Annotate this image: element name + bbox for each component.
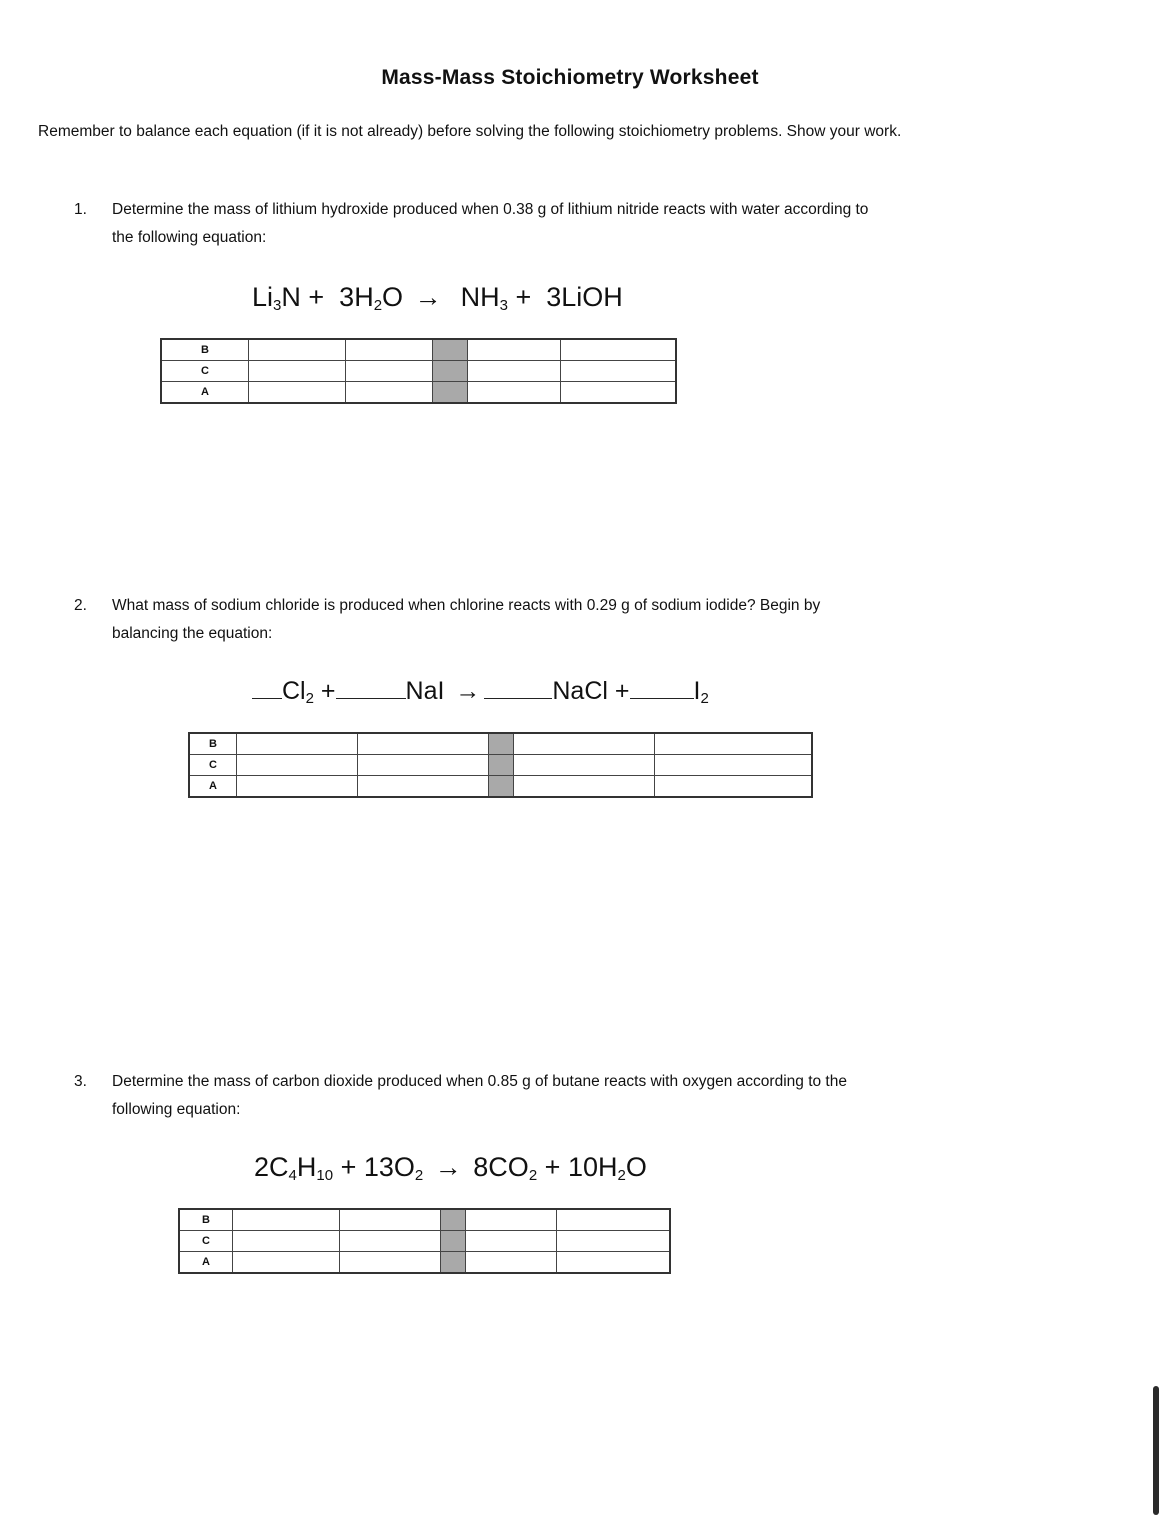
reaction-arrow-icon: → bbox=[434, 1152, 462, 1182]
bca-cell[interactable] bbox=[233, 1209, 340, 1231]
bca-table-3 bbox=[178, 1208, 671, 1274]
bca-shaded-cell bbox=[441, 1209, 466, 1231]
bca-cell[interactable] bbox=[466, 1209, 557, 1231]
question-text-line2: following equation: bbox=[112, 1101, 241, 1118]
bca-shaded-cell bbox=[441, 1231, 466, 1252]
coefficient-blank[interactable] bbox=[252, 676, 282, 699]
bca-cell[interactable] bbox=[233, 1252, 340, 1274]
coefficient-blank[interactable] bbox=[336, 676, 406, 699]
intro-text: Remember to balance each equation (if it is not already) before solving the following stoichiometry problems. Show your work. bbox=[38, 123, 902, 140]
bca-cell[interactable] bbox=[358, 776, 489, 798]
bca-cell[interactable] bbox=[340, 1231, 441, 1252]
bca-cell[interactable] bbox=[514, 755, 655, 776]
question-text-line1: Determine the mass of lithium hydroxide produced when 0.38 g of lithium nitride reacts with water according to bbox=[112, 201, 869, 218]
worksheet-title: Mass-Mass Stoichiometry Worksheet bbox=[381, 66, 759, 89]
bca-label-a: A bbox=[179, 1252, 233, 1274]
question-text-line1: What mass of sodium chloride is produced when chlorine reacts with 0.29 g of sodium iodide? Begin by bbox=[112, 597, 821, 614]
reaction-arrow-icon: → bbox=[414, 282, 442, 312]
bca-cell[interactable] bbox=[655, 733, 813, 755]
bca-cell[interactable] bbox=[233, 1231, 340, 1252]
bca-label-b: B bbox=[161, 339, 249, 361]
bca-shaded-cell bbox=[441, 1252, 466, 1274]
question-text-line2: balancing the equation: bbox=[112, 625, 273, 642]
bca-cell[interactable] bbox=[468, 339, 561, 361]
bca-label-a: A bbox=[161, 382, 249, 404]
bca-cell[interactable] bbox=[466, 1231, 557, 1252]
equation-3: $2C_4H_{10} + 13O_2 \to 8CO_2 + 10H_2O$ bbox=[254, 1152, 647, 1184]
reaction-arrow-icon: → bbox=[455, 677, 481, 705]
bca-shaded-cell bbox=[433, 361, 468, 382]
bca-table-1 bbox=[160, 338, 677, 404]
bca-cell[interactable] bbox=[655, 776, 813, 798]
bca-cell[interactable] bbox=[358, 755, 489, 776]
bca-cell[interactable] bbox=[557, 1252, 671, 1274]
bca-cell[interactable] bbox=[514, 776, 655, 798]
bca-label-c: C bbox=[161, 361, 249, 382]
question-text-line1: Determine the mass of carbon dioxide produced when 0.85 g of butane reacts with oxygen according to the bbox=[112, 1073, 847, 1090]
equation-2: $Cl_2$ + NaI → NaCl + $I_2$ bbox=[252, 676, 709, 706]
bca-cell[interactable] bbox=[561, 382, 677, 404]
bca-label-b: B bbox=[179, 1209, 233, 1231]
bca-cell[interactable] bbox=[468, 361, 561, 382]
bca-cell[interactable] bbox=[249, 339, 346, 361]
bca-cell[interactable] bbox=[237, 733, 358, 755]
bca-cell[interactable] bbox=[468, 382, 561, 404]
bca-cell[interactable] bbox=[557, 1231, 671, 1252]
bca-label-c: C bbox=[189, 755, 237, 776]
bca-label-c: C bbox=[179, 1231, 233, 1252]
scrollbar[interactable] bbox=[1153, 1386, 1159, 1515]
bca-cell[interactable] bbox=[358, 733, 489, 755]
bca-table-2 bbox=[188, 732, 813, 798]
bca-cell[interactable] bbox=[346, 339, 433, 361]
question-number: 2. bbox=[74, 597, 87, 614]
bca-cell[interactable] bbox=[346, 382, 433, 404]
coefficient-blank[interactable] bbox=[630, 676, 694, 699]
bca-cell[interactable] bbox=[249, 382, 346, 404]
bca-cell[interactable] bbox=[561, 361, 677, 382]
bca-cell[interactable] bbox=[340, 1209, 441, 1231]
bca-cell[interactable] bbox=[340, 1252, 441, 1274]
equation-1: $Li_3N + 3H_2O \to NH_3$ + 3LiOH bbox=[252, 282, 623, 314]
bca-cell[interactable] bbox=[346, 361, 433, 382]
bca-shaded-cell bbox=[489, 733, 514, 755]
bca-label-b: B bbox=[189, 733, 237, 755]
bca-label-a: A bbox=[189, 776, 237, 798]
bca-shaded-cell bbox=[433, 339, 468, 361]
bca-cell[interactable] bbox=[249, 361, 346, 382]
bca-cell[interactable] bbox=[655, 755, 813, 776]
bca-shaded-cell bbox=[489, 755, 514, 776]
bca-cell[interactable] bbox=[237, 755, 358, 776]
coefficient-blank[interactable] bbox=[484, 676, 552, 699]
bca-shaded-cell bbox=[433, 382, 468, 404]
bca-cell[interactable] bbox=[514, 733, 655, 755]
question-number: 1. bbox=[74, 201, 87, 218]
question-number: 3. bbox=[74, 1073, 87, 1090]
bca-shaded-cell bbox=[489, 776, 514, 798]
bca-cell[interactable] bbox=[557, 1209, 671, 1231]
bca-cell[interactable] bbox=[466, 1252, 557, 1274]
bca-cell[interactable] bbox=[237, 776, 358, 798]
bca-cell[interactable] bbox=[561, 339, 677, 361]
question-text-line2: the following equation: bbox=[112, 229, 267, 246]
